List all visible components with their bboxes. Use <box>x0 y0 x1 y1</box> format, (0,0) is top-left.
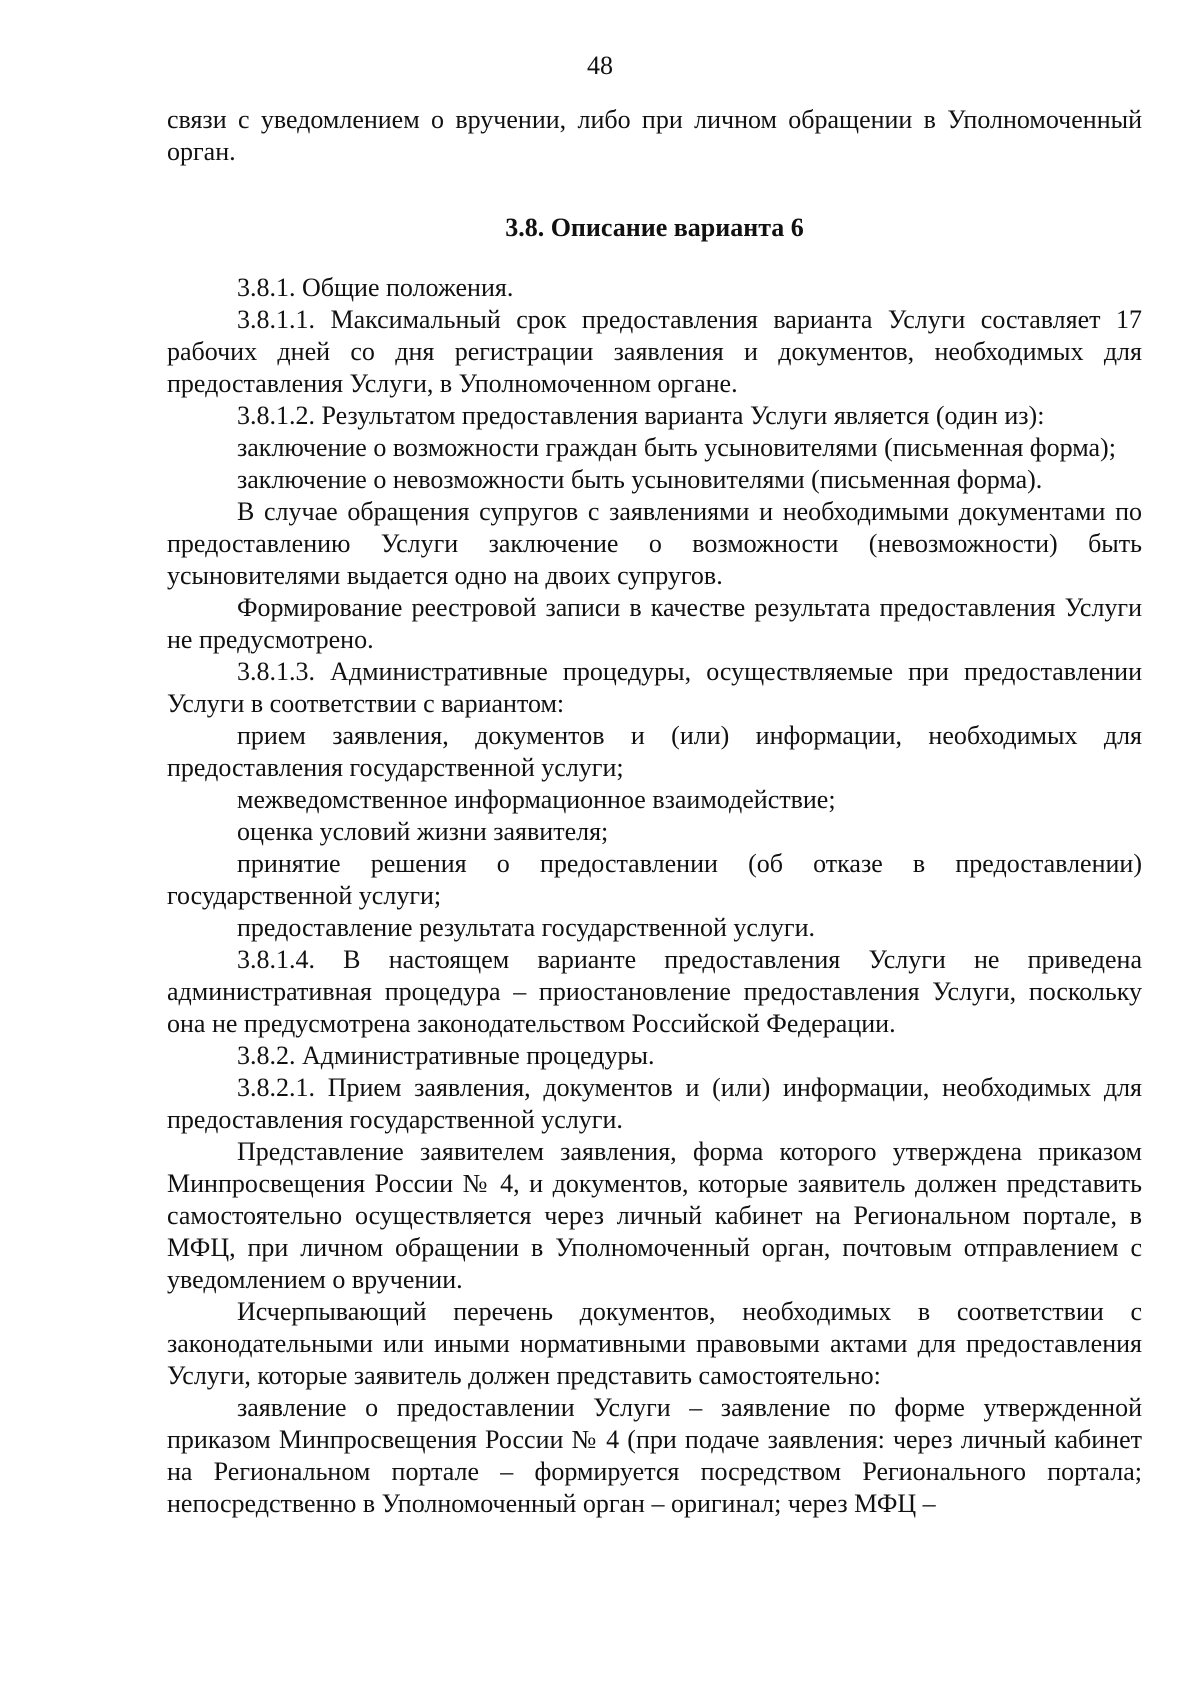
paragraph: Исчерпывающий перечень документов, необходимых в соответствии с законодательными или иными нормативными правовыми актами для предоставления Услуги, которые заявитель должен представить самостоятельно: <box>167 1297 1142 1390</box>
section-heading: 3.8. Описание варианта 6 <box>505 213 804 242</box>
paragraph: 3.8.2. Административные процедуры. <box>237 1041 655 1070</box>
paragraph: прием заявления, документов и (или) информации, необходимых для предоставления государственной услуги; <box>167 721 1142 782</box>
paragraph-continuation: связи с уведомлением о вручении, либо при личном обращении в Уполномоченный орган. <box>167 105 1142 166</box>
paragraph: межведомственное информационное взаимодействие; <box>237 785 836 814</box>
paragraph: 3.8.1. Общие положения. <box>237 273 514 302</box>
paragraph: В случае обращения супругов с заявлениями и необходимыми документами по предоставлению Услуги заключение о возможности (невозможности) быть усыновителями выдается одно на двоих супругов. <box>167 497 1142 590</box>
paragraph: Представление заявителем заявления, форма которого утверждена приказом Минпросвещения России № 4, и документов, которые заявитель должен представить самостоятельно осуществляется через личный кабинет на Региональном портале, в МФЦ, при личном обращении в Уполномоченный орган, почтовым отправлением с уведомлением о вручении. <box>167 1137 1142 1294</box>
paragraph: 3.8.1.1. Максимальный срок предоставления варианта Услуги составляет 17 рабочих дней со дня регистрации заявления и документов, необходимых для предоставления Услуги, в Уполномоченном органе. <box>167 305 1142 398</box>
paragraph: оценка условий жизни заявителя; <box>237 817 609 846</box>
paragraph: Формирование реестровой записи в качестве результата предоставления Услуги не предусмотрено. <box>167 593 1142 654</box>
paragraph: принятие решения о предоставлении (об отказе в предоставлении) государственной услуги; <box>167 849 1142 910</box>
document-body <box>167 104 1142 1520</box>
paragraph: 3.8.1.4. В настоящем варианте предоставления Услуги не приведена административная процедура – приостановление предоставления Услуги, поскольку она не предусмотрена законодательством Российской Федерации. <box>167 945 1142 1038</box>
paragraph: заключение о невозможности быть усыновителями (письменная форма). <box>237 465 1043 494</box>
paragraph: заявление о предоставлении Услуги – заявление по форме утвержденной приказом Минпросвещения России № 4 (при подаче заявления: через личный кабинет на Региональном портале – формируется посредством Регионального портала; непосредственно в Уполномоченный орган – оригинал; через МФЦ – <box>167 1393 1142 1518</box>
paragraph: 3.8.1.2. Результатом предоставления варианта Услуги является (один из): <box>237 401 1045 430</box>
page-number: 48 <box>587 51 613 80</box>
paragraph: 3.8.2.1. Прием заявления, документов и (или) информации, необходимых для предоставления государственной услуги. <box>167 1073 1142 1134</box>
paragraph: предоставление результата государственной услуги. <box>237 913 816 942</box>
paragraph: заключение о возможности граждан быть усыновителями (письменная форма); <box>237 433 1116 462</box>
paragraph: 3.8.1.3. Административные процедуры, осуществляемые при предоставлении Услуги в соответствии с вариантом: <box>167 657 1142 718</box>
